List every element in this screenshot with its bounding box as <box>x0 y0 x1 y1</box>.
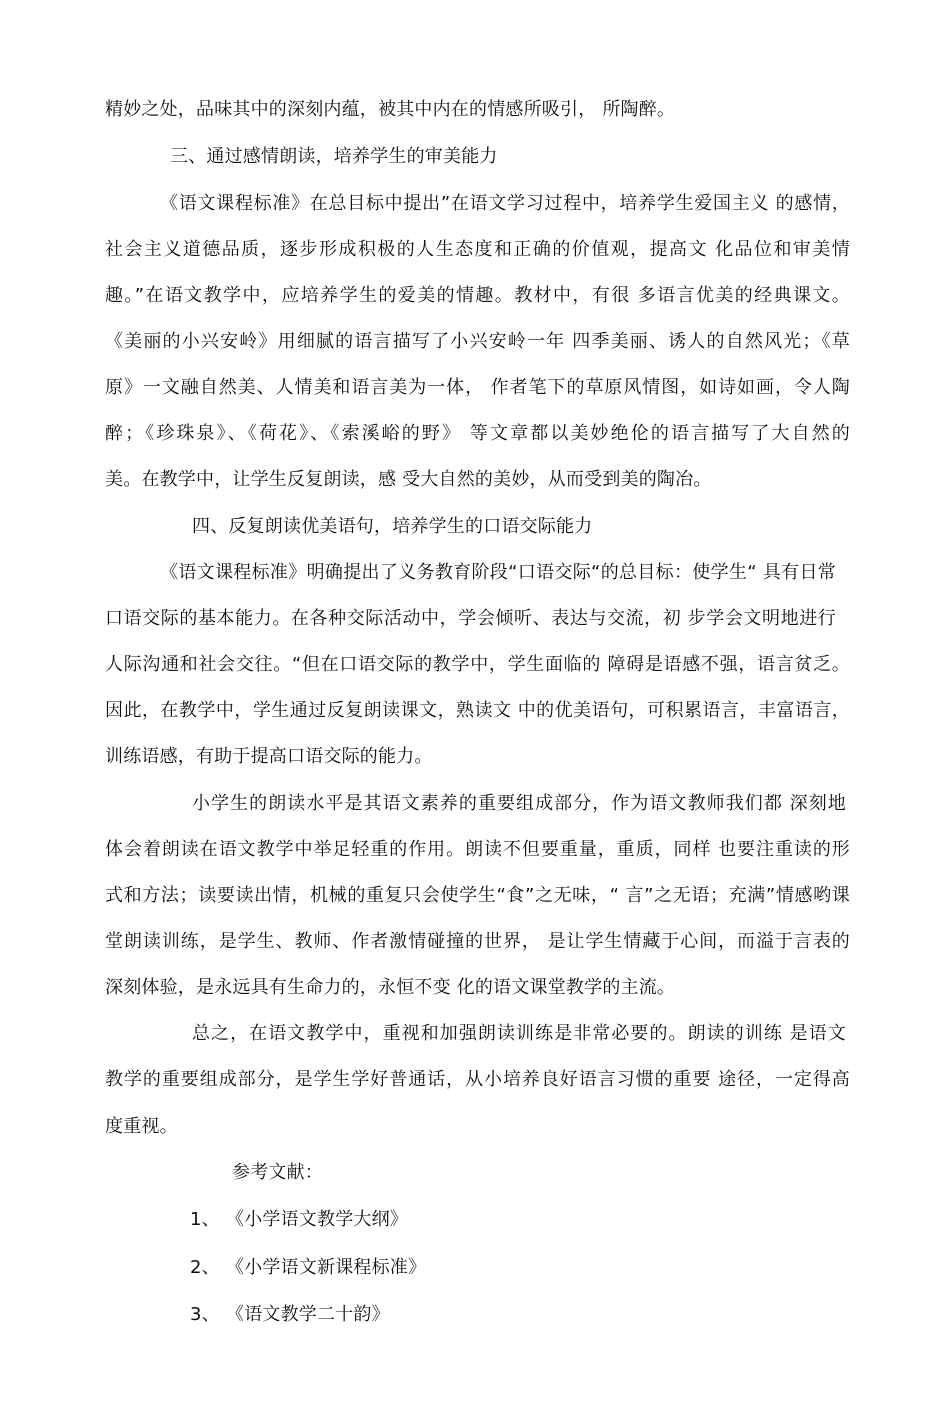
paragraph5-line-1: 小学生的朗读水平是其语文素养的重要组成部分，作为语文教师我们都 深刻地 <box>192 793 846 814</box>
paragraph5-line-5: 深刻体验，是永远具有生命力的，永恒不变 化的语文课堂教学的主流。 <box>105 977 676 998</box>
section3-line-6: 醉；《珍珠泉》、《荷花》、《索溪峪的野》 等文章都以美妙绝伦的语言描写了大自然的 <box>105 423 850 444</box>
section-heading-3: 三、通过感情朗读，培养学生的审美能力 <box>170 146 498 167</box>
paragraph6-line-1: 总之，在语文教学中，重视和加强朗读训练是非常必要的。朗读的训练 是语文 <box>192 1023 846 1044</box>
section4-line-3: 人际沟通和社会交往。“但在口语交际的教学中，学生面临的 障碍是语感不强，语言贫乏。 <box>105 654 850 675</box>
section4-line-1: 《语文课程标准》明确提出了义务教育阶段“口语交际“的总目标：使学生“ 具有日常 <box>160 562 836 583</box>
section4-line-4: 因此，在教学中，学生通过反复朗读课文，熟读文 中的优美语句，可积累语言，丰富语言， <box>105 700 850 721</box>
reference-title: 《小学语文新课程标准》 <box>226 1257 427 1278</box>
section-heading-4: 四、反复朗读优美语句，培养学生的口语交际能力 <box>192 516 593 537</box>
references-heading: 参考文献： <box>232 1162 323 1183</box>
paragraph-continuation: 精妙之处，品味其中的深刻内蕴，被其中内在的情感所吸引， 所陶醉。 <box>105 99 676 120</box>
paragraph5-line-2: 体会着朗读在语文教学中举足轻重的作用。朗读不但要重量，重质，同样 也要注重读的形 <box>105 839 850 860</box>
paragraph5-line-3: 式和方法；读要读出情，机械的重复只会使学生“食”之无味，“ 言”之无语；充满”情感哟课 <box>105 885 850 906</box>
section3-line-4: 《美丽的小兴安岭》用细腻的语言描写了小兴安岭一年 四季美丽、诱人的自然风光；《草 <box>105 331 850 352</box>
reference-title: 《小学语文教学大纲》 <box>226 1209 408 1230</box>
section3-line-7: 美。在教学中，让学生反复朗读，感 受大自然的美妙，从而受到美的陶冶。 <box>105 469 712 490</box>
section3-line-5: 原》一文融自然美、人情美和语言美为一体， 作者笔下的草原风情图，如诗如画，令人陶 <box>105 377 850 398</box>
section4-line-2: 口语交际的基本能力。在各种交际活动中，学会倾听、表达与交流，初 步学会文明地进行 <box>105 608 836 629</box>
reference-number: 3、 <box>190 1304 220 1325</box>
section4-line-5: 训练语感，有助于提高口语交际的能力。 <box>105 746 433 767</box>
reference-title: 《语文教学二十韵》 <box>226 1304 390 1325</box>
reference-number: 2、 <box>190 1257 220 1278</box>
section3-line-2: 社会主义道德品质，逐步形成积极的人生态度和正确的价值观，提高文 化品位和审美情 <box>105 239 850 260</box>
reference-number: 1、 <box>190 1209 220 1230</box>
paragraph6-line-2: 教学的重要组成部分，是学生学好普通话，从小培养良好语言习惯的重要 途径，一定得高 <box>105 1069 850 1090</box>
section3-line-3: 趣。”在语文教学中，应培养学生的爱美的情趣。教材中，有很 多语言优美的经典课文。 <box>105 285 850 306</box>
paragraph6-line-3: 度重视。 <box>105 1116 178 1137</box>
section3-line-1: 《语文课程标准》在总目标中提出”在语文学习过程中，培养学生爱国主义 的感情， <box>160 193 850 214</box>
paragraph5-line-4: 堂朗读训练，是学生、教师、作者激情碰撞的世界， 是让学生情藏于心间，而溢于言表的 <box>105 931 850 952</box>
